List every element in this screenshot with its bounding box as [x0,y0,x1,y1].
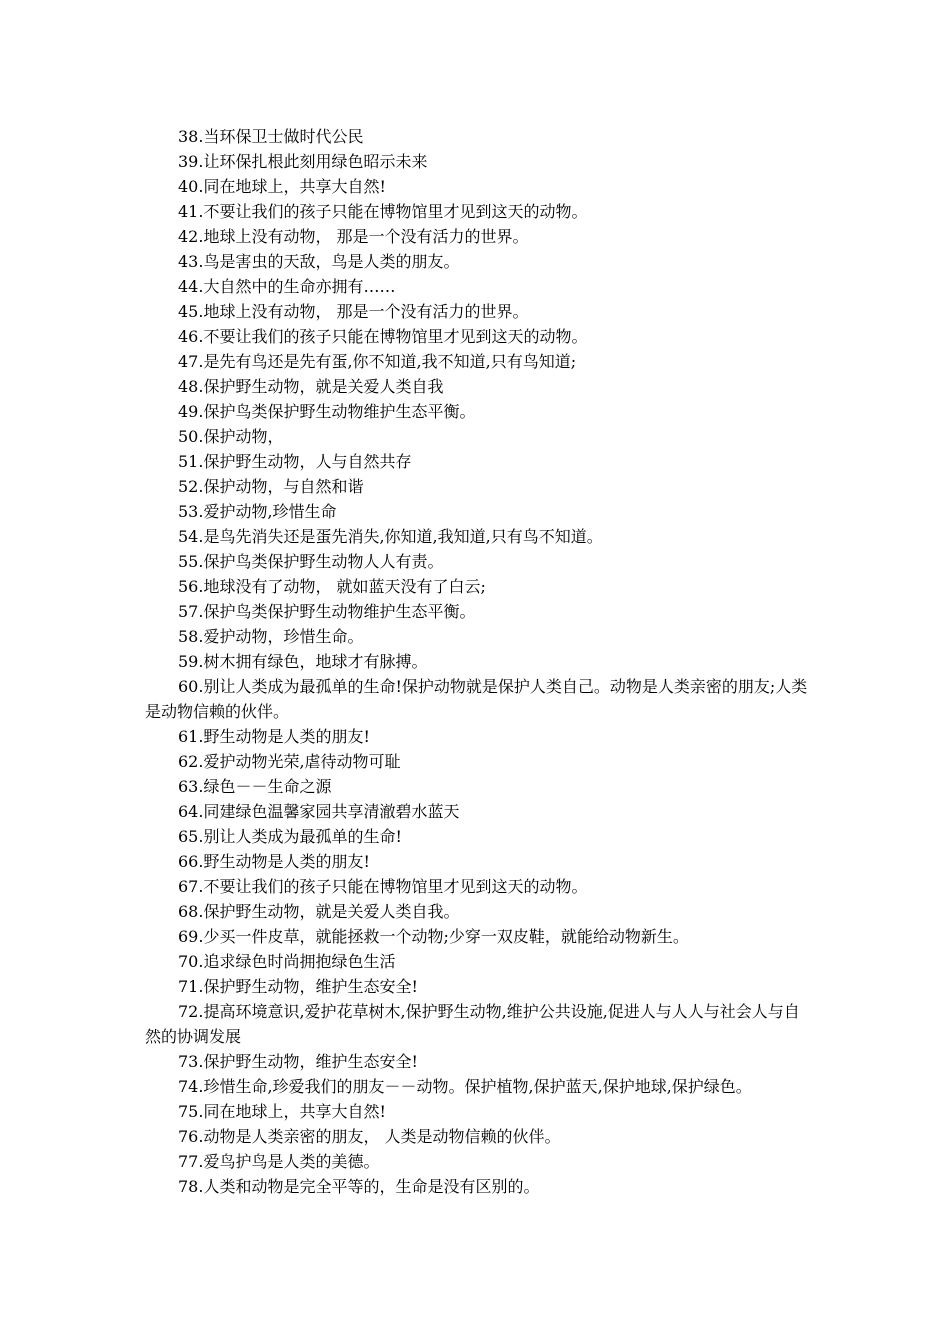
list-item: 43.鸟是害虫的天敌，鸟是人类的朋友。 [178,252,460,271]
list-item: 40.同在地球上，共享大自然! [178,177,386,196]
list-item: 76.动物是人类亲密的朋友， 人类是动物信赖的伙伴。 [178,1127,561,1146]
list-item: 71.保护野生动物，维护生态安全! [178,977,418,996]
list-item: 73.保护野生动物，维护生态安全! [178,1052,418,1071]
list-item: 69.少买一件皮草，就能拯救一个动物;少穿一双皮鞋，就能给动物新生。 [178,927,689,946]
list-item: 50.保护动物， [178,427,284,446]
list-item: 66.野生动物是人类的朋友! [178,852,370,871]
list-item: 48.保护野生动物，就是关爱人类自我 [178,377,444,396]
list-item: 75.同在地球上，共享大自然! [178,1102,386,1121]
list-item: 63.绿色－－生命之源 [178,777,332,796]
list-item: 59.树木拥有绿色，地球才有脉搏。 [178,652,428,671]
list-item: 67.不要让我们的孩子只能在博物馆里才见到这天的动物。 [178,877,588,896]
list-item: 70.追求绿色时尚拥抱绿色生活 [178,952,396,971]
list-item: 65.别让人类成为最孤单的生命! [178,827,402,846]
list-item: 60.别让人类成为最孤单的生命!保护动物就是保护人类自己。动物是人类亲密的朋友;人类是动物信赖的伙伴。 [145,677,808,721]
list-item: 49.保护鸟类保护野生动物维护生态平衡。 [178,402,476,421]
list-item: 68.保护野生动物，就是关爱人类自我。 [178,902,460,921]
list-item: 53.爱护动物,珍惜生命 [178,502,337,521]
list-item: 39.让环保扎根此刻用绿色昭示未来 [178,152,428,171]
list-item: 42.地球上没有动物， 那是一个没有活力的世界。 [178,227,529,246]
list-item: 45.地球上没有动物， 那是一个没有活力的世界。 [178,302,529,321]
list-item: 77.爱鸟护鸟是人类的美德。 [178,1152,380,1171]
list-item: 58.爱护动物，珍惜生命。 [178,627,364,646]
list-item: 56.地球没有了动物， 就如蓝天没有了白云; [178,577,486,596]
list-item: 52.保护动物，与自然和谐 [178,477,364,496]
document-body [145,124,810,1199]
list-item: 46.不要让我们的孩子只能在博物馆里才见到这天的动物。 [178,327,588,346]
list-item: 54.是鸟先消失还是蛋先消失,你知道,我知道,只有鸟不知道。 [178,527,603,546]
list-item: 74.珍惜生命,珍爱我们的朋友－－动物。保护植物,保护蓝天,保护地球,保护绿色。 [178,1077,752,1096]
list-item: 41.不要让我们的孩子只能在博物馆里才见到这天的动物。 [178,202,588,221]
list-item: 38.当环保卫士做时代公民 [178,127,364,146]
list-item: 64.同建绿色温馨家园共享清澈碧水蓝天 [178,802,460,821]
list-item: 61.野生动物是人类的朋友! [178,727,370,746]
list-item: 44.大自然中的生命亦拥有…… [178,277,396,296]
list-item: 62.爱护动物光荣,虐待动物可耻 [178,752,401,771]
list-item: 51.保护野生动物，人与自然共存 [178,452,412,471]
list-item: 47.是先有鸟还是先有蛋,你不知道,我不知道,只有鸟知道; [178,352,577,371]
list-item: 72.提高环境意识,爱护花草树木,保护野生动物,维护公共设施,促进人与人人与社会人与自然的协调发展 [145,1002,800,1046]
list-item: 57.保护鸟类保护野生动物维护生态平衡。 [178,602,476,621]
list-item: 55.保护鸟类保护野生动物人人有责。 [178,552,444,571]
list-item: 78.人类和动物是完全平等的，生命是没有区别的。 [178,1177,540,1196]
